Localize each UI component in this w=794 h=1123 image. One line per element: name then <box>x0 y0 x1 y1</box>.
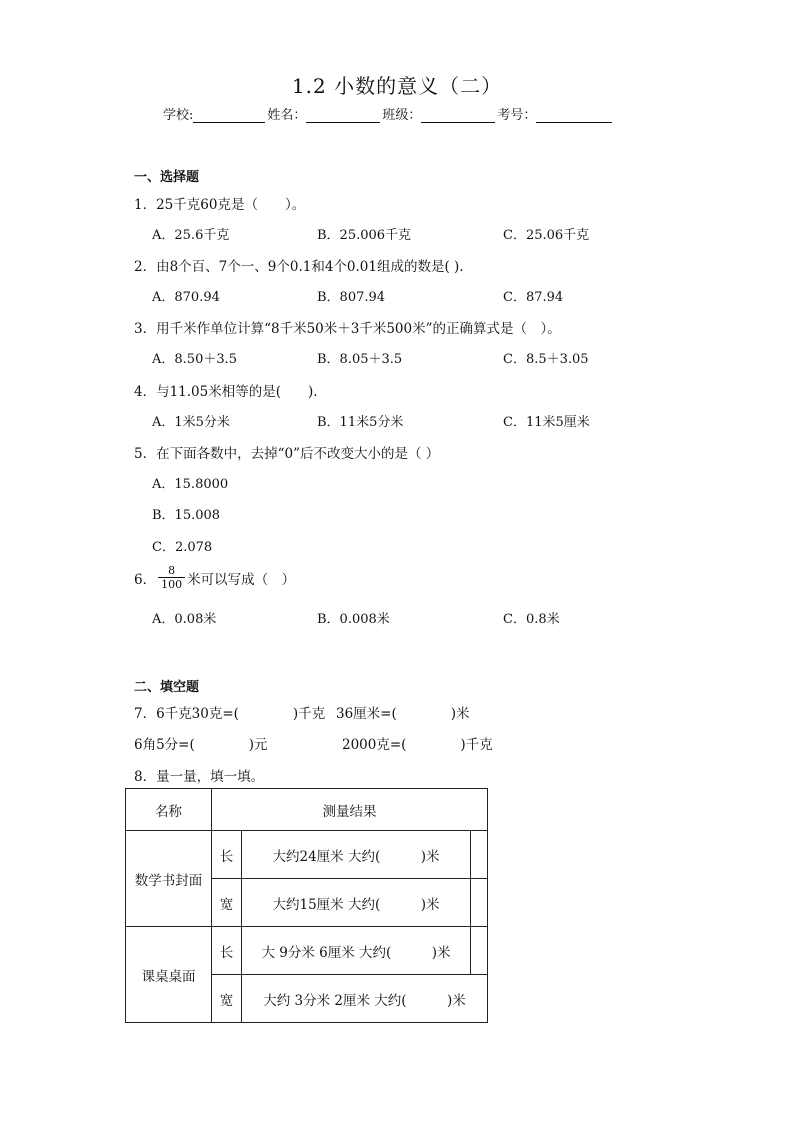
id-blank[interactable] <box>536 108 612 123</box>
table-header-result: 测量结果 <box>212 789 488 831</box>
row1-width-label: 宽 <box>212 879 242 927</box>
row2-width-label: 宽 <box>212 975 242 1023</box>
row2-length-value[interactable]: 大 9分米 6厘米 大约( )米 <box>242 927 471 975</box>
class-label: 班级： <box>382 108 422 123</box>
q1-option-b[interactable]: B．25.006千克 <box>317 228 412 243</box>
id-label: 考号： <box>497 108 537 123</box>
q6-option-b[interactable]: B．0.008米 <box>317 612 390 627</box>
q3-option-b[interactable]: B．8.05＋3.5 <box>317 352 403 367</box>
q7-line2-part2: 2000克=( )千克 <box>342 737 493 753</box>
row1-length-value[interactable]: 大约24厘米 大约( )米 <box>242 831 471 879</box>
q2-option-a[interactable]: A．870.94 <box>152 290 220 305</box>
q6-fraction-denominator: 100 <box>158 577 185 591</box>
row2-length-extra-cell <box>471 927 488 975</box>
table-header-name: 名称 <box>126 789 212 831</box>
row1-length-label: 长 <box>212 831 242 879</box>
question-1: 1．25千克60克是（ ）。 <box>134 197 306 213</box>
q2-option-c[interactable]: C．87.94 <box>503 290 564 305</box>
q1-option-a[interactable]: A．25.6千克 <box>152 228 230 243</box>
row1-width-value[interactable]: 大约15厘米 大约( )米 <box>242 879 471 927</box>
q2-option-b[interactable]: B．807.94 <box>317 290 386 305</box>
q6-fraction <box>158 564 185 591</box>
q6-suffix: 米可以写成（ ） <box>187 571 296 588</box>
school-blank[interactable] <box>193 108 265 123</box>
measurement-table <box>125 788 488 1023</box>
q3-option-a[interactable]: A．8.50＋3.5 <box>152 352 238 367</box>
q4-option-c[interactable]: C．11米5厘米 <box>503 415 590 430</box>
q6-option-c[interactable]: C．0.8米 <box>503 612 560 627</box>
row2-name: 课桌桌面 <box>126 927 212 1023</box>
q7-line2-part1: 6角5分=( )元 <box>134 737 268 753</box>
question-8: 8．量一量，填一填。 <box>134 769 265 785</box>
q6-number: 6． <box>134 571 157 588</box>
q7-line1-part2: 36厘米=( )米 <box>336 706 470 722</box>
q3-option-c[interactable]: C．8.5＋3.05 <box>503 352 589 367</box>
section-choice-title: 一、选择题 <box>134 170 200 185</box>
question-4: 4．与11.05米相等的是( ). <box>134 384 318 400</box>
class-blank[interactable] <box>421 108 495 123</box>
q6-fraction-numerator: 8 <box>168 564 176 577</box>
q5-option-b[interactable]: B．15.008 <box>152 508 221 523</box>
q5-option-a[interactable]: A．15.8000 <box>152 477 229 492</box>
row2-width-value[interactable]: 大约 3分米 2厘米 大约( )米 <box>242 975 488 1023</box>
school-label: 学校: <box>163 108 194 123</box>
row1-name: 数学书封面 <box>126 831 212 927</box>
question-5: 5．在下面各数中，去掉“0”后不改变大小的是（ ） <box>134 446 440 462</box>
q4-option-b[interactable]: B．11米5分米 <box>317 415 404 430</box>
question-3: 3．用千米作单位计算“8千米50米＋3千米500米”的正确算式是（ ）。 <box>134 321 561 337</box>
student-info-line <box>163 104 614 123</box>
q4-option-a[interactable]: A．1米5分米 <box>152 415 230 430</box>
question-6 <box>134 564 295 591</box>
row2-length-label: 长 <box>212 927 242 975</box>
q5-option-c[interactable]: C．2.078 <box>152 540 213 555</box>
page-title: 1.2 小数的意义（二） <box>291 74 503 98</box>
name-blank[interactable] <box>306 108 380 123</box>
q6-option-a[interactable]: A．0.08米 <box>152 612 217 627</box>
name-label: 姓名： <box>267 108 307 123</box>
q7-line1-part1: 7．6千克30克=( )千克 <box>134 706 326 722</box>
section-fill-title: 二、填空题 <box>134 680 200 695</box>
q1-option-c[interactable]: C．25.06千克 <box>503 228 590 243</box>
question-2: 2．由8个百、7个一、9个0.1和4个0.01组成的数是( ). <box>134 259 464 275</box>
row1-length-extra-cell <box>471 831 488 879</box>
row1-width-extra-cell <box>471 879 488 927</box>
